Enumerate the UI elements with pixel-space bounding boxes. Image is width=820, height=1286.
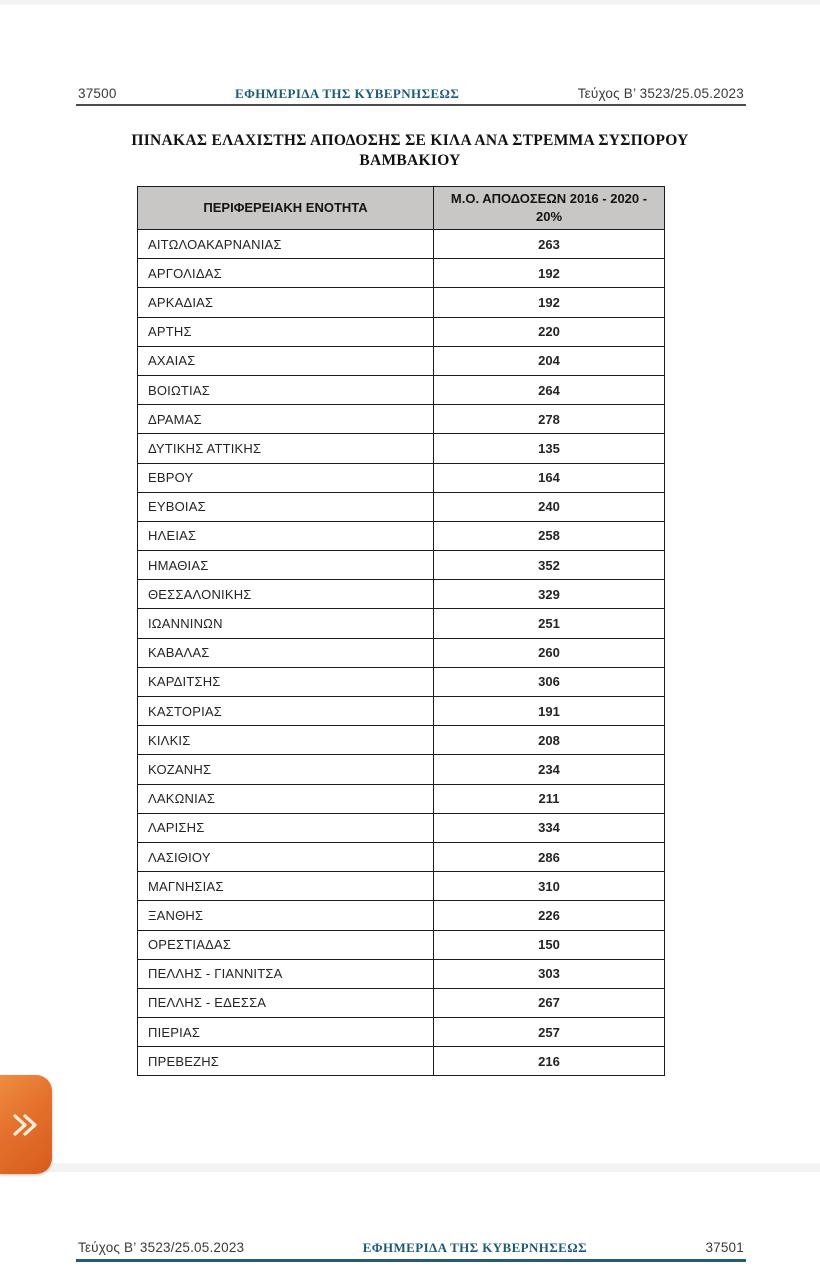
value-cell: 192 <box>434 288 665 317</box>
page-title: ΠΙΝΑΚΑΣ ΕΛΑΧΙΣΤΗΣ ΑΠΟΔΟΣΗΣ ΣΕ ΚΙΛΑ ΑΝΑ ΣΤΡΕΜΜΑ ΣΥΣΠΟΡΟΥ ΒΑΜΒΑΚΙΟΥ <box>131 132 689 170</box>
region-cell: ΚΙΛΚΙΣ <box>138 726 434 755</box>
table-row <box>138 405 665 434</box>
region-cell: ΗΜΑΘΙΑΣ <box>138 551 434 580</box>
value-cell: 204 <box>434 346 665 375</box>
table-row <box>138 755 665 784</box>
region-cell: ΒΟΙΩΤΙΑΣ <box>138 375 434 404</box>
value-cell: 192 <box>434 259 665 288</box>
region-cell: ΔΡΑΜΑΣ <box>138 405 434 434</box>
region-cell: ΘΕΣΣΑΛΟΝΙΚΗΣ <box>138 580 434 609</box>
column-header-region: ΠΕΡΙΦΕΡΕΙΑΚΗ ΕΝΟΤΗΤΑ <box>138 187 434 230</box>
table-row <box>138 551 665 580</box>
value-cell: 263 <box>434 230 665 259</box>
table-row <box>138 580 665 609</box>
table-body <box>138 230 665 1076</box>
page2-gazette-name: ΕΦΗΜΕΡΙΔΑ ΤΗΣ ΚΥΒΕΡΝΗΣΕΩΣ <box>362 1240 587 1255</box>
region-cell: ΛΑΣΙΘΙΟΥ <box>138 842 434 871</box>
region-cell: ΑΡΓΟΛΙΔΑΣ <box>138 259 434 288</box>
region-cell: ΟΡΕΣΤΙΑΔΑΣ <box>138 930 434 959</box>
page2-running-header <box>78 1240 744 1256</box>
value-cell: 264 <box>434 375 665 404</box>
table-row <box>138 726 665 755</box>
region-cell: ΛΑΚΩΝΙΑΣ <box>138 784 434 813</box>
table-row <box>138 346 665 375</box>
value-cell: 164 <box>434 463 665 492</box>
region-cell: ΠΙΕΡΙΑΣ <box>138 1018 434 1047</box>
region-cell: ΑΙΤΩΛΟΑΚΑΡΝΑΝΙΑΣ <box>138 230 434 259</box>
table-row <box>138 638 665 667</box>
table-row <box>138 434 665 463</box>
region-cell: ΕΥΒΟΙΑΣ <box>138 492 434 521</box>
page-top-boundary <box>0 0 820 5</box>
region-cell: ΜΑΓΝΗΣΙΑΣ <box>138 872 434 901</box>
region-cell: ΠΕΛΛΗΣ - ΓΙΑΝΝΙΤΣΑ <box>138 959 434 988</box>
value-cell: 211 <box>434 784 665 813</box>
value-cell: 306 <box>434 667 665 696</box>
page-separator <box>0 1163 820 1172</box>
value-cell: 240 <box>434 492 665 521</box>
region-cell: ΔΥΤΙΚΗΣ ΑΤΤΙΚΗΣ <box>138 434 434 463</box>
table-row <box>138 521 665 550</box>
region-cell: ΚΟΖΑΝΗΣ <box>138 755 434 784</box>
column-header-value: Μ.Ο. ΑΠΟΔΟΣΕΩΝ 2016 - 2020 - 20% <box>434 187 665 230</box>
region-cell: ΛΑΡΙΣΗΣ <box>138 813 434 842</box>
value-cell: 310 <box>434 872 665 901</box>
page2-header-rule <box>76 1259 746 1262</box>
value-cell: 267 <box>434 988 665 1017</box>
region-cell: ΠΡΕΒΕΖΗΣ <box>138 1047 434 1076</box>
table-row <box>138 288 665 317</box>
table-row <box>138 697 665 726</box>
value-cell: 352 <box>434 551 665 580</box>
yield-table <box>137 186 665 1076</box>
table-row <box>138 492 665 521</box>
page1-gazette-name: ΕΦΗΜΕΡΙΔΑ ΤΗΣ ΚΥΒΕΡΝΗΣΕΩΣ <box>235 86 460 101</box>
value-cell: 303 <box>434 959 665 988</box>
page2-issue-label: Τεύχος Β’ 3523/25.05.2023 <box>78 1240 245 1255</box>
page1-page-number: 37500 <box>78 86 117 101</box>
double-chevron-right-icon <box>10 1112 42 1138</box>
table-row <box>138 609 665 638</box>
page1-issue-label: Τεύχος Β’ 3523/25.05.2023 <box>577 86 744 101</box>
region-cell: ΗΛΕΙΑΣ <box>138 521 434 550</box>
table-row <box>138 667 665 696</box>
table-row <box>138 901 665 930</box>
page1-header-rule <box>76 104 746 106</box>
table-row <box>138 463 665 492</box>
value-cell: 260 <box>434 638 665 667</box>
region-cell: ΞΑΝΘΗΣ <box>138 901 434 930</box>
region-cell: ΚΑΒΑΛΑΣ <box>138 638 434 667</box>
value-cell: 257 <box>434 1018 665 1047</box>
region-cell: ΚΑΣΤΟΡΙΑΣ <box>138 697 434 726</box>
value-cell: 329 <box>434 580 665 609</box>
region-cell: ΚΑΡΔΙΤΣΗΣ <box>138 667 434 696</box>
value-cell: 220 <box>434 317 665 346</box>
region-cell: ΠΕΛΛΗΣ - ΕΔΕΣΣΑ <box>138 988 434 1017</box>
table-row <box>138 784 665 813</box>
table-row <box>138 930 665 959</box>
page1-running-header <box>78 86 744 102</box>
value-cell: 278 <box>434 405 665 434</box>
region-cell: ΑΡΚΑΔΙΑΣ <box>138 288 434 317</box>
page2-page-number: 37501 <box>705 1240 744 1255</box>
table-row <box>138 375 665 404</box>
table-row <box>138 813 665 842</box>
table-row <box>138 317 665 346</box>
region-cell: ΑΧΑΙΑΣ <box>138 346 434 375</box>
value-cell: 191 <box>434 697 665 726</box>
table-row <box>138 959 665 988</box>
value-cell: 258 <box>434 521 665 550</box>
table-row <box>138 259 665 288</box>
value-cell: 234 <box>434 755 665 784</box>
fast-forward-button[interactable] <box>0 1075 52 1174</box>
table-row <box>138 872 665 901</box>
value-cell: 150 <box>434 930 665 959</box>
table-row <box>138 1047 665 1076</box>
table-row <box>138 230 665 259</box>
region-cell: ΙΩΑΝΝΙΝΩΝ <box>138 609 434 638</box>
value-cell: 135 <box>434 434 665 463</box>
value-cell: 216 <box>434 1047 665 1076</box>
region-cell: ΑΡΤΗΣ <box>138 317 434 346</box>
value-cell: 286 <box>434 842 665 871</box>
table-row <box>138 842 665 871</box>
value-cell: 208 <box>434 726 665 755</box>
region-cell: ΕΒΡΟΥ <box>138 463 434 492</box>
table-row <box>138 1018 665 1047</box>
value-cell: 226 <box>434 901 665 930</box>
table-row <box>138 988 665 1017</box>
table-header-row <box>138 187 665 230</box>
value-cell: 334 <box>434 813 665 842</box>
value-cell: 251 <box>434 609 665 638</box>
